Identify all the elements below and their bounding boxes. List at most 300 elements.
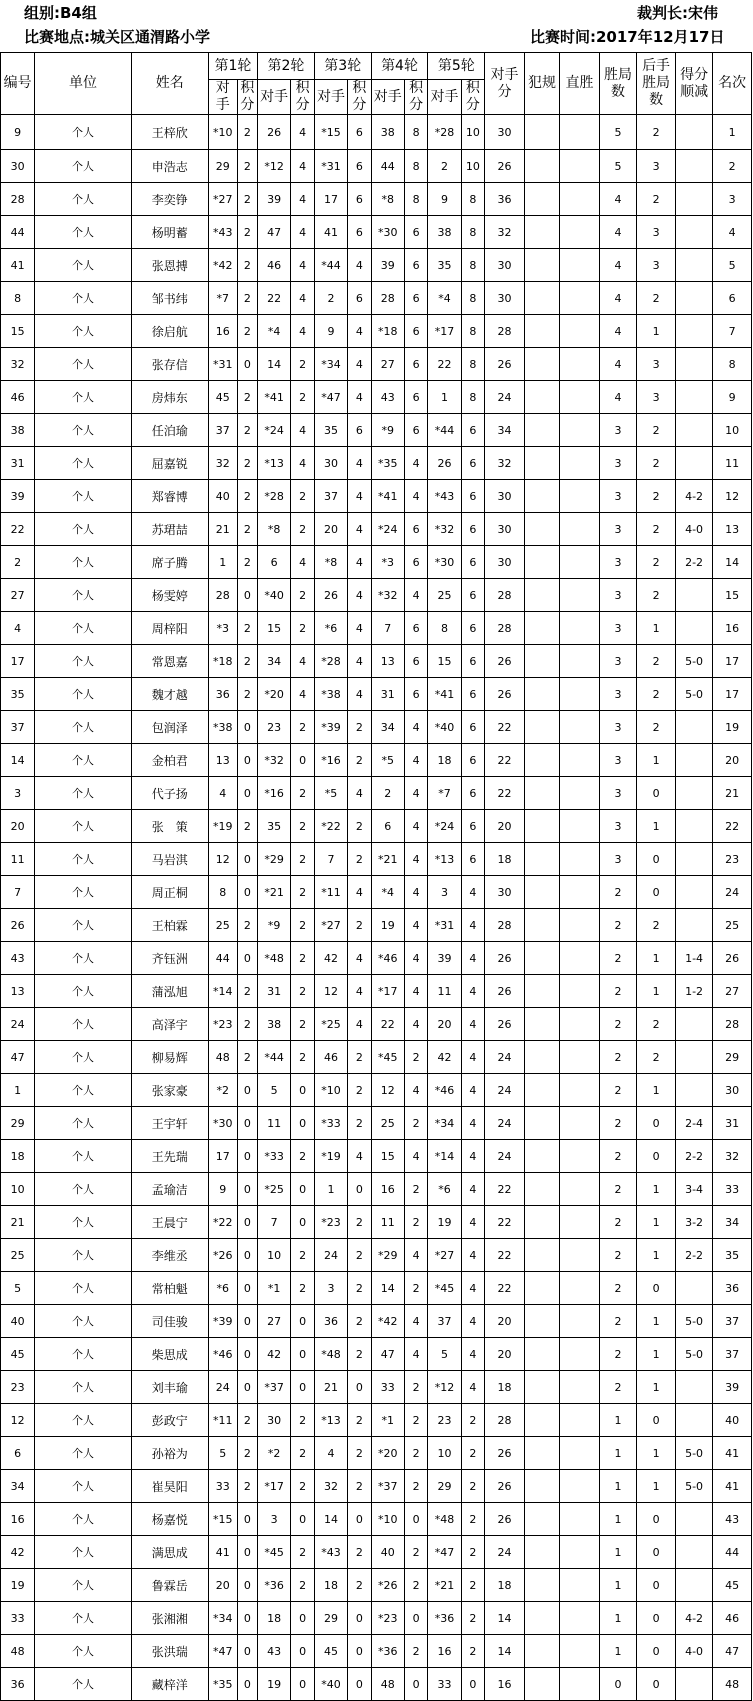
foul-cell bbox=[524, 1371, 559, 1404]
round-4-opponent-cell: 39 bbox=[371, 249, 404, 282]
round-1-score-cell: 2 bbox=[237, 909, 257, 942]
round-2-score-cell: 2 bbox=[291, 513, 315, 546]
opponent-total-cell: 22 bbox=[485, 777, 525, 810]
tiebreak-cell bbox=[675, 150, 712, 183]
tiebreak-cell: 2-2 bbox=[675, 546, 712, 579]
wins-cell: 3 bbox=[599, 645, 636, 678]
round-1-opponent-cell: *18 bbox=[208, 645, 237, 678]
col-unit-header: 单位 bbox=[35, 53, 131, 115]
player-name-cell: 邹书纬 bbox=[131, 282, 208, 315]
rank-cell: 12 bbox=[713, 480, 752, 513]
unit-cell: 个人 bbox=[35, 678, 131, 711]
round-1-opponent-cell: *34 bbox=[208, 1602, 237, 1635]
round-4-score-cell: 4 bbox=[404, 744, 428, 777]
round-2-score-cell: 2 bbox=[291, 612, 315, 645]
player-name-cell: 李维丞 bbox=[131, 1239, 208, 1272]
unit-cell: 个人 bbox=[35, 546, 131, 579]
round-1-opponent-cell: 48 bbox=[208, 1041, 237, 1074]
direct-win-cell bbox=[560, 1668, 600, 1701]
round-2-opponent-cell: *12 bbox=[258, 150, 291, 183]
rank-cell: 7 bbox=[713, 315, 752, 348]
round-2-score-cell: 2 bbox=[291, 843, 315, 876]
player-name-cell: 马岩淇 bbox=[131, 843, 208, 876]
table-row bbox=[1, 777, 752, 810]
unit-cell: 个人 bbox=[35, 480, 131, 513]
player-name-cell: 刘丰瑜 bbox=[131, 1371, 208, 1404]
round-1-opponent-cell: 1 bbox=[208, 546, 237, 579]
foul-cell bbox=[524, 315, 559, 348]
document-header bbox=[0, 0, 753, 48]
round-1-opponent-cell: 5 bbox=[208, 1437, 237, 1470]
second-wins-cell: 2 bbox=[637, 183, 676, 216]
rank-cell: 23 bbox=[713, 843, 752, 876]
rank-cell: 34 bbox=[713, 1206, 752, 1239]
opponent-total-cell: 22 bbox=[485, 744, 525, 777]
round-4-opponent-cell: 11 bbox=[371, 1206, 404, 1239]
round-3-opponent-cell: *11 bbox=[314, 876, 347, 909]
opponent-total-cell: 32 bbox=[485, 447, 525, 480]
round-4-opponent-cell: *1 bbox=[371, 1404, 404, 1437]
round-4-opponent-cell: 48 bbox=[371, 1668, 404, 1701]
col-r3-score-header: 积分 bbox=[348, 80, 372, 115]
round-5-score-cell: 8 bbox=[461, 183, 485, 216]
foul-cell bbox=[524, 414, 559, 447]
player-name-cell: 申浩志 bbox=[131, 150, 208, 183]
tiebreak-cell bbox=[675, 843, 712, 876]
direct-win-cell bbox=[560, 1272, 600, 1305]
round-4-opponent-cell: 7 bbox=[371, 612, 404, 645]
round-1-opponent-cell: 45 bbox=[208, 381, 237, 414]
foul-cell bbox=[524, 1404, 559, 1437]
opponent-total-cell: 30 bbox=[485, 876, 525, 909]
round-4-score-cell: 6 bbox=[404, 645, 428, 678]
tiebreak-cell bbox=[675, 315, 712, 348]
player-name-cell: 柳易辉 bbox=[131, 1041, 208, 1074]
round-4-opponent-cell: 15 bbox=[371, 1140, 404, 1173]
rank-cell: 35 bbox=[713, 1239, 752, 1272]
round-1-score-cell: 2 bbox=[237, 1470, 257, 1503]
second-wins-cell: 1 bbox=[637, 315, 676, 348]
second-wins-cell: 2 bbox=[637, 645, 676, 678]
round-3-opponent-cell: 24 bbox=[314, 1239, 347, 1272]
foul-cell bbox=[524, 876, 559, 909]
table-row bbox=[1, 150, 752, 183]
round-2-score-cell: 4 bbox=[291, 216, 315, 249]
round-1-opponent-cell: *43 bbox=[208, 216, 237, 249]
round-4-opponent-cell: *41 bbox=[371, 480, 404, 513]
round-4-score-cell: 6 bbox=[404, 348, 428, 381]
round-3-score-cell: 4 bbox=[348, 645, 372, 678]
round-5-score-cell: 4 bbox=[461, 1338, 485, 1371]
round-3-score-cell: 4 bbox=[348, 480, 372, 513]
round-1-opponent-cell: 21 bbox=[208, 513, 237, 546]
second-wins-cell: 0 bbox=[637, 1668, 676, 1701]
rank-cell: 46 bbox=[713, 1602, 752, 1635]
tiebreak-cell bbox=[675, 876, 712, 909]
round-2-opponent-cell: 42 bbox=[258, 1338, 291, 1371]
table-row bbox=[1, 216, 752, 249]
player-name-cell: 常柏魁 bbox=[131, 1272, 208, 1305]
round-3-score-cell: 2 bbox=[348, 909, 372, 942]
round-2-opponent-cell: *36 bbox=[258, 1569, 291, 1602]
round-2-score-cell: 0 bbox=[291, 1371, 315, 1404]
round-1-opponent-cell: *19 bbox=[208, 810, 237, 843]
unit-cell: 个人 bbox=[35, 1371, 131, 1404]
rank-cell: 41 bbox=[713, 1437, 752, 1470]
unit-cell: 个人 bbox=[35, 381, 131, 414]
direct-win-cell bbox=[560, 942, 600, 975]
round-5-score-cell: 4 bbox=[461, 1173, 485, 1206]
round-5-opponent-cell: *32 bbox=[428, 513, 461, 546]
rank-cell: 39 bbox=[713, 1371, 752, 1404]
foul-cell bbox=[524, 1668, 559, 1701]
foul-cell bbox=[524, 645, 559, 678]
unit-cell: 个人 bbox=[35, 315, 131, 348]
round-5-opponent-cell: *36 bbox=[428, 1602, 461, 1635]
wins-cell: 2 bbox=[599, 942, 636, 975]
rank-cell: 43 bbox=[713, 1503, 752, 1536]
round-2-score-cell: 2 bbox=[291, 942, 315, 975]
player-no-cell: 40 bbox=[1, 1305, 35, 1338]
round-1-opponent-cell: 16 bbox=[208, 315, 237, 348]
tiebreak-cell: 1-2 bbox=[675, 975, 712, 1008]
round-2-score-cell: 0 bbox=[291, 1074, 315, 1107]
unit-cell: 个人 bbox=[35, 348, 131, 381]
opponent-total-cell: 18 bbox=[485, 843, 525, 876]
round-2-opponent-cell: 30 bbox=[258, 1404, 291, 1437]
wins-cell: 3 bbox=[599, 744, 636, 777]
opponent-total-cell: 30 bbox=[485, 546, 525, 579]
round-5-score-cell: 4 bbox=[461, 942, 485, 975]
round-3-opponent-cell: *38 bbox=[314, 678, 347, 711]
round-4-score-cell: 2 bbox=[404, 1107, 428, 1140]
second-wins-cell: 0 bbox=[637, 1404, 676, 1437]
wins-cell: 1 bbox=[599, 1635, 636, 1668]
opponent-total-cell: 20 bbox=[485, 1338, 525, 1371]
round-3-opponent-cell: 42 bbox=[314, 942, 347, 975]
round-5-opponent-cell: 23 bbox=[428, 1404, 461, 1437]
direct-win-cell bbox=[560, 1437, 600, 1470]
wins-cell: 2 bbox=[599, 1008, 636, 1041]
round-2-score-cell: 0 bbox=[291, 1206, 315, 1239]
round-3-score-cell: 2 bbox=[348, 1074, 372, 1107]
round-1-opponent-cell: *47 bbox=[208, 1635, 237, 1668]
round-1-opponent-cell: 13 bbox=[208, 744, 237, 777]
player-no-cell: 31 bbox=[1, 447, 35, 480]
wins-cell: 1 bbox=[599, 1404, 636, 1437]
round-5-score-cell: 10 bbox=[461, 115, 485, 150]
direct-win-cell bbox=[560, 1074, 600, 1107]
wins-cell: 5 bbox=[599, 115, 636, 150]
round-1-score-cell: 2 bbox=[237, 480, 257, 513]
tiebreak-cell: 4-0 bbox=[675, 513, 712, 546]
round-2-score-cell: 0 bbox=[291, 1635, 315, 1668]
round-4-opponent-cell: 16 bbox=[371, 1173, 404, 1206]
round-3-score-cell: 6 bbox=[348, 282, 372, 315]
rank-cell: 17 bbox=[713, 678, 752, 711]
round-2-score-cell: 0 bbox=[291, 1503, 315, 1536]
tiebreak-cell: 3-2 bbox=[675, 1206, 712, 1239]
player-name-cell: 杨明蓄 bbox=[131, 216, 208, 249]
round-5-score-cell: 4 bbox=[461, 1272, 485, 1305]
unit-cell: 个人 bbox=[35, 876, 131, 909]
foul-cell bbox=[524, 975, 559, 1008]
round-2-opponent-cell: *45 bbox=[258, 1536, 291, 1569]
round-1-opponent-cell: *31 bbox=[208, 348, 237, 381]
round-5-score-cell: 8 bbox=[461, 381, 485, 414]
round-4-opponent-cell: *20 bbox=[371, 1437, 404, 1470]
round-5-opponent-cell: *40 bbox=[428, 711, 461, 744]
unit-cell: 个人 bbox=[35, 1107, 131, 1140]
tiebreak-cell bbox=[675, 1569, 712, 1602]
player-no-cell: 19 bbox=[1, 1569, 35, 1602]
tiebreak-cell bbox=[675, 1074, 712, 1107]
player-name-cell: 屈嘉锐 bbox=[131, 447, 208, 480]
round-2-score-cell: 0 bbox=[291, 1107, 315, 1140]
round-4-opponent-cell: *37 bbox=[371, 1470, 404, 1503]
round-2-opponent-cell: *1 bbox=[258, 1272, 291, 1305]
round-4-opponent-cell: 6 bbox=[371, 810, 404, 843]
round-3-opponent-cell: 9 bbox=[314, 315, 347, 348]
round-4-opponent-cell: 28 bbox=[371, 282, 404, 315]
round-2-score-cell: 2 bbox=[291, 1437, 315, 1470]
rank-cell: 45 bbox=[713, 1569, 752, 1602]
round-5-score-cell: 6 bbox=[461, 777, 485, 810]
round-5-opponent-cell: *30 bbox=[428, 546, 461, 579]
round-5-opponent-cell: *41 bbox=[428, 678, 461, 711]
round-5-score-cell: 8 bbox=[461, 216, 485, 249]
player-name-cell: 藏梓洋 bbox=[131, 1668, 208, 1701]
round-4-score-cell: 4 bbox=[404, 711, 428, 744]
round-3-score-cell: 4 bbox=[348, 348, 372, 381]
second-wins-cell: 0 bbox=[637, 843, 676, 876]
round-1-score-cell: 2 bbox=[237, 678, 257, 711]
round-5-opponent-cell: *4 bbox=[428, 282, 461, 315]
table-row bbox=[1, 414, 752, 447]
player-name-cell: 满思成 bbox=[131, 1536, 208, 1569]
unit-cell: 个人 bbox=[35, 1536, 131, 1569]
round-5-opponent-cell: *21 bbox=[428, 1569, 461, 1602]
foul-cell bbox=[524, 942, 559, 975]
rank-cell: 22 bbox=[713, 810, 752, 843]
round-5-score-cell: 4 bbox=[461, 1206, 485, 1239]
player-name-cell: 蒲泓旭 bbox=[131, 975, 208, 1008]
round-2-opponent-cell: *9 bbox=[258, 909, 291, 942]
wins-cell: 2 bbox=[599, 1206, 636, 1239]
wins-cell: 3 bbox=[599, 678, 636, 711]
col-r1-opponent-header: 对手 bbox=[208, 80, 237, 115]
second-wins-cell: 0 bbox=[637, 1536, 676, 1569]
wins-cell: 4 bbox=[599, 249, 636, 282]
player-no-cell: 16 bbox=[1, 1503, 35, 1536]
direct-win-cell bbox=[560, 115, 600, 150]
match-time-label: 比赛时间:2017年12月17日 bbox=[530, 28, 725, 46]
unit-cell: 个人 bbox=[35, 711, 131, 744]
tiebreak-cell bbox=[675, 447, 712, 480]
round-3-opponent-cell: 37 bbox=[314, 480, 347, 513]
second-wins-cell: 1 bbox=[637, 1338, 676, 1371]
col-r5-opponent-header: 对手 bbox=[428, 80, 461, 115]
foul-cell bbox=[524, 1602, 559, 1635]
player-name-cell: 金柏君 bbox=[131, 744, 208, 777]
wins-cell: 2 bbox=[599, 1173, 636, 1206]
round-2-opponent-cell: *29 bbox=[258, 843, 291, 876]
rank-cell: 20 bbox=[713, 744, 752, 777]
unit-cell: 个人 bbox=[35, 909, 131, 942]
round-5-score-cell: 4 bbox=[461, 975, 485, 1008]
round-1-score-cell: 0 bbox=[237, 1206, 257, 1239]
table-row bbox=[1, 282, 752, 315]
second-wins-cell: 0 bbox=[637, 1140, 676, 1173]
wins-cell: 3 bbox=[599, 480, 636, 513]
round-1-opponent-cell: 8 bbox=[208, 876, 237, 909]
player-name-cell: 鲁霖岳 bbox=[131, 1569, 208, 1602]
round-5-opponent-cell: 9 bbox=[428, 183, 461, 216]
second-wins-cell: 1 bbox=[637, 810, 676, 843]
col-round-5-header: 第5轮 bbox=[428, 53, 485, 80]
round-4-opponent-cell: 25 bbox=[371, 1107, 404, 1140]
player-name-cell: 周正桐 bbox=[131, 876, 208, 909]
round-3-score-cell: 2 bbox=[348, 1272, 372, 1305]
round-2-opponent-cell: *8 bbox=[258, 513, 291, 546]
col-name-header: 姓名 bbox=[131, 53, 208, 115]
round-2-opponent-cell: *24 bbox=[258, 414, 291, 447]
foul-cell bbox=[524, 810, 559, 843]
round-4-score-cell: 4 bbox=[404, 909, 428, 942]
round-3-score-cell: 0 bbox=[348, 1173, 372, 1206]
opponent-total-cell: 18 bbox=[485, 1371, 525, 1404]
table-row bbox=[1, 1503, 752, 1536]
col-foul-header: 犯规 bbox=[524, 53, 559, 115]
round-3-score-cell: 2 bbox=[348, 843, 372, 876]
round-3-opponent-cell: 2 bbox=[314, 282, 347, 315]
round-5-score-cell: 4 bbox=[461, 1239, 485, 1272]
round-4-score-cell: 2 bbox=[404, 1371, 428, 1404]
round-2-opponent-cell: 22 bbox=[258, 282, 291, 315]
round-3-opponent-cell: *31 bbox=[314, 150, 347, 183]
round-5-score-cell: 2 bbox=[461, 1569, 485, 1602]
opponent-total-cell: 26 bbox=[485, 348, 525, 381]
round-1-score-cell: 2 bbox=[237, 546, 257, 579]
round-1-opponent-cell: *7 bbox=[208, 282, 237, 315]
round-4-opponent-cell: *8 bbox=[371, 183, 404, 216]
round-5-opponent-cell: 19 bbox=[428, 1206, 461, 1239]
round-5-score-cell: 6 bbox=[461, 513, 485, 546]
round-5-opponent-cell: *28 bbox=[428, 115, 461, 150]
round-5-opponent-cell: 2 bbox=[428, 150, 461, 183]
round-2-opponent-cell: *17 bbox=[258, 1470, 291, 1503]
round-2-opponent-cell: 14 bbox=[258, 348, 291, 381]
round-4-opponent-cell: 40 bbox=[371, 1536, 404, 1569]
unit-cell: 个人 bbox=[35, 1140, 131, 1173]
player-name-cell: 徐启航 bbox=[131, 315, 208, 348]
wins-cell: 3 bbox=[599, 414, 636, 447]
round-1-score-cell: 0 bbox=[237, 579, 257, 612]
round-4-score-cell: 8 bbox=[404, 115, 428, 150]
round-1-score-cell: 0 bbox=[237, 777, 257, 810]
opponent-total-cell: 22 bbox=[485, 711, 525, 744]
foul-cell bbox=[524, 1470, 559, 1503]
round-1-opponent-cell: 40 bbox=[208, 480, 237, 513]
second-wins-cell: 1 bbox=[637, 1206, 676, 1239]
unit-cell: 个人 bbox=[35, 115, 131, 150]
wins-cell: 3 bbox=[599, 546, 636, 579]
player-no-cell: 35 bbox=[1, 678, 35, 711]
round-2-score-cell: 2 bbox=[291, 381, 315, 414]
round-2-score-cell: 2 bbox=[291, 810, 315, 843]
wins-cell: 3 bbox=[599, 711, 636, 744]
player-name-cell: 张 策 bbox=[131, 810, 208, 843]
col-tiebreak-header: 得分顺减 bbox=[675, 53, 712, 115]
rank-cell: 31 bbox=[713, 1107, 752, 1140]
tiebreak-cell bbox=[675, 744, 712, 777]
tiebreak-cell bbox=[675, 612, 712, 645]
rank-cell: 28 bbox=[713, 1008, 752, 1041]
rank-cell: 27 bbox=[713, 975, 752, 1008]
wins-cell: 4 bbox=[599, 315, 636, 348]
location-label: 比赛地点:城关区通渭路小学 bbox=[24, 28, 210, 46]
rank-cell: 21 bbox=[713, 777, 752, 810]
round-5-opponent-cell: 37 bbox=[428, 1305, 461, 1338]
second-wins-cell: 1 bbox=[637, 612, 676, 645]
tiebreak-cell bbox=[675, 183, 712, 216]
tiebreak-cell bbox=[675, 348, 712, 381]
round-3-score-cell: 0 bbox=[348, 1602, 372, 1635]
direct-win-cell bbox=[560, 612, 600, 645]
player-no-cell: 13 bbox=[1, 975, 35, 1008]
second-wins-cell: 2 bbox=[637, 414, 676, 447]
round-5-score-cell: 8 bbox=[461, 249, 485, 282]
player-name-cell: 孟瑜洁 bbox=[131, 1173, 208, 1206]
opponent-total-cell: 24 bbox=[485, 1074, 525, 1107]
player-no-cell: 39 bbox=[1, 480, 35, 513]
opponent-total-cell: 24 bbox=[485, 1107, 525, 1140]
player-no-cell: 6 bbox=[1, 1437, 35, 1470]
round-5-score-cell: 2 bbox=[461, 1404, 485, 1437]
round-4-opponent-cell: 2 bbox=[371, 777, 404, 810]
player-name-cell: 张恩搏 bbox=[131, 249, 208, 282]
direct-win-cell bbox=[560, 1239, 600, 1272]
unit-cell: 个人 bbox=[35, 249, 131, 282]
opponent-total-cell: 20 bbox=[485, 1305, 525, 1338]
round-4-opponent-cell: 33 bbox=[371, 1371, 404, 1404]
tiebreak-cell: 4-0 bbox=[675, 1635, 712, 1668]
rank-cell: 2 bbox=[713, 150, 752, 183]
round-3-opponent-cell: 4 bbox=[314, 1437, 347, 1470]
col-r2-opponent-header: 对手 bbox=[258, 80, 291, 115]
round-2-score-cell: 2 bbox=[291, 1272, 315, 1305]
round-3-opponent-cell: 35 bbox=[314, 414, 347, 447]
round-4-opponent-cell: *17 bbox=[371, 975, 404, 1008]
round-5-score-cell: 6 bbox=[461, 546, 485, 579]
second-wins-cell: 0 bbox=[637, 1569, 676, 1602]
round-4-opponent-cell: 14 bbox=[371, 1272, 404, 1305]
round-1-score-cell: 2 bbox=[237, 645, 257, 678]
round-3-score-cell: 6 bbox=[348, 150, 372, 183]
foul-cell bbox=[524, 1008, 559, 1041]
table-row bbox=[1, 1470, 752, 1503]
round-5-score-cell: 2 bbox=[461, 1602, 485, 1635]
round-4-opponent-cell: *3 bbox=[371, 546, 404, 579]
player-no-cell: 42 bbox=[1, 1536, 35, 1569]
player-name-cell: 高泽宇 bbox=[131, 1008, 208, 1041]
round-1-score-cell: 0 bbox=[237, 876, 257, 909]
opponent-total-cell: 30 bbox=[485, 480, 525, 513]
round-4-opponent-cell: *24 bbox=[371, 513, 404, 546]
round-5-score-cell: 4 bbox=[461, 1008, 485, 1041]
wins-cell: 1 bbox=[599, 1602, 636, 1635]
round-3-score-cell: 6 bbox=[348, 414, 372, 447]
